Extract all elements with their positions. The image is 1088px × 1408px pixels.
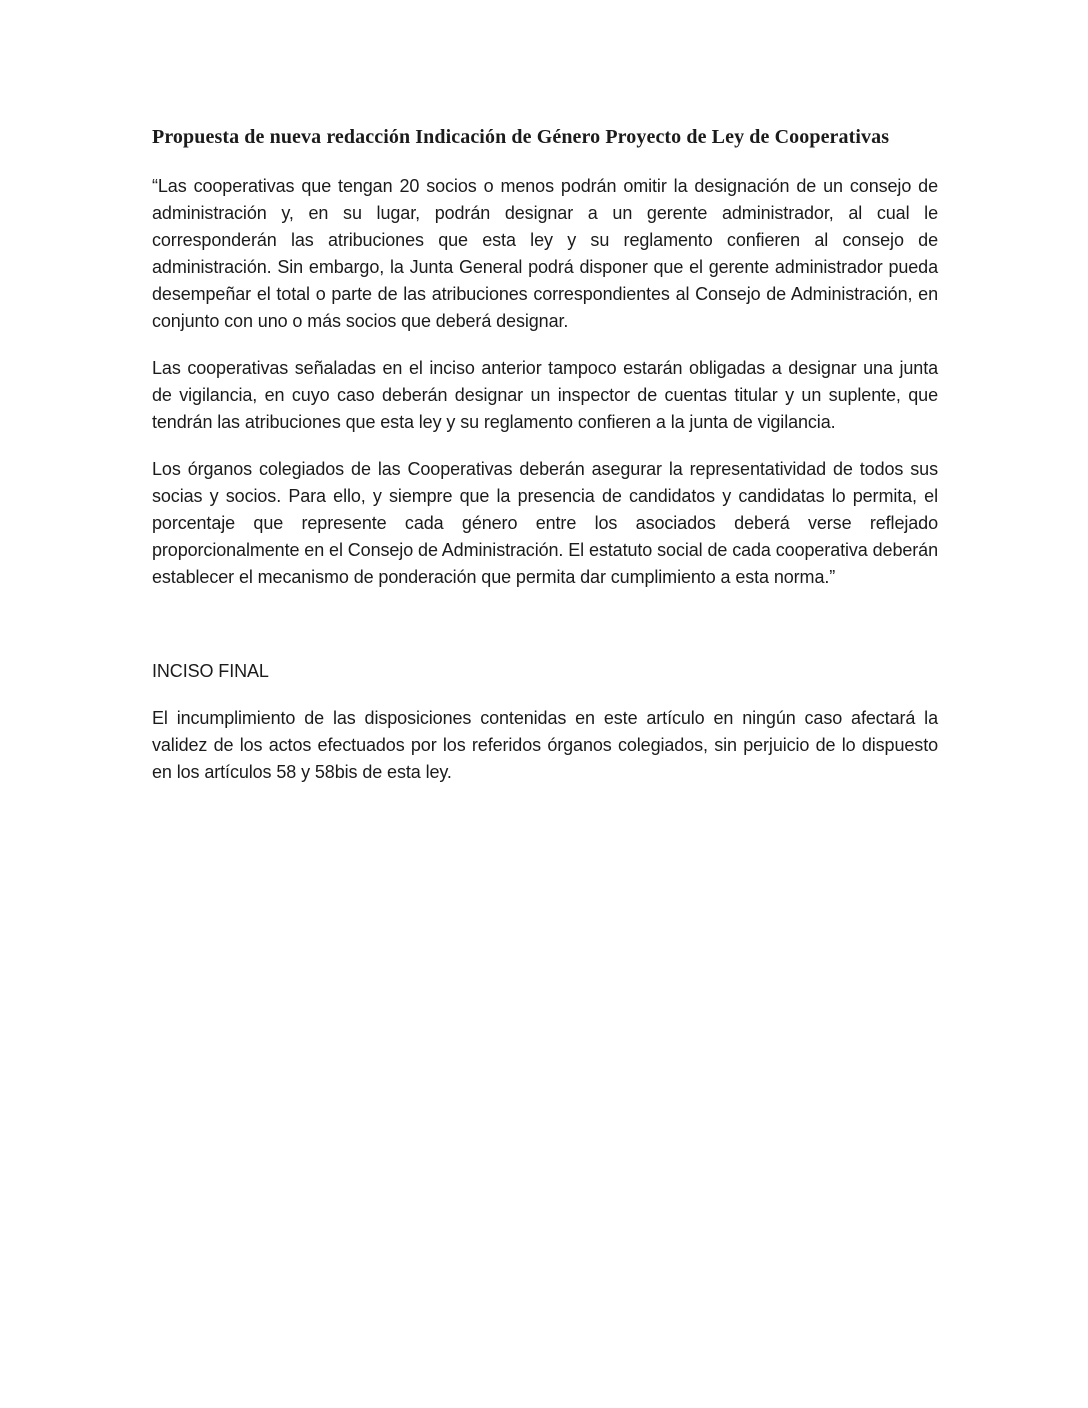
- section-heading-inciso-final: INCISO FINAL: [152, 661, 269, 681]
- paragraph-2: Las cooperativas señaladas en el inciso anterior tampoco estarán obligadas a designar una junta de vigilancia, en cuyo caso deberán designar un inspector de cuentas titular y un suplente, que tendrán las atribuciones que esta ley y su reglamento confieren a la junta de vigilancia.: [152, 358, 938, 432]
- paragraph-1: “Las cooperativas que tengan 20 socios o menos podrán omitir la designación de un consejo de administración y, en su lugar, podrán designar a un gerente administrador, al cual le corresponderán las atribuciones que esta ley y su reglamento confieren al consejo de administración. Sin embargo, la Junta General podrá disponer que el gerente administrador pueda desempeñar el total o parte de las atribuciones correspondientes al Consejo de Administración, en conjunto con uno o más socios que deberá designar.: [152, 176, 938, 331]
- paragraph-3: Los órganos colegiados de las Cooperativas deberán asegurar la representatividad de todos sus socias y socios. Para ello, y siempre que la presencia de candidatos y candidatas lo permita, el porcentaje que represente cada género entre los asociados deberá verse reflejado proporcionalmente en el Consejo de Administración. El estatuto social de cada cooperativa deberán establecer el mecanismo de ponderación que permita dar cumplimiento a esta norma.”: [152, 459, 938, 587]
- document-title: Propuesta de nueva redacción Indicación de Género Proyecto de Ley de Cooperativas: [152, 126, 890, 148]
- blank-line: [152, 611, 938, 638]
- document-content: [152, 124, 938, 806]
- final-paragraph: El incumplimiento de las disposiciones contenidas en este artículo en ningún caso afectará la validez de los actos efectuados por los referidos órganos colegiados, sin perjuicio de lo dispuesto en los artículos 58 y 58bis de esta ley.: [152, 708, 938, 782]
